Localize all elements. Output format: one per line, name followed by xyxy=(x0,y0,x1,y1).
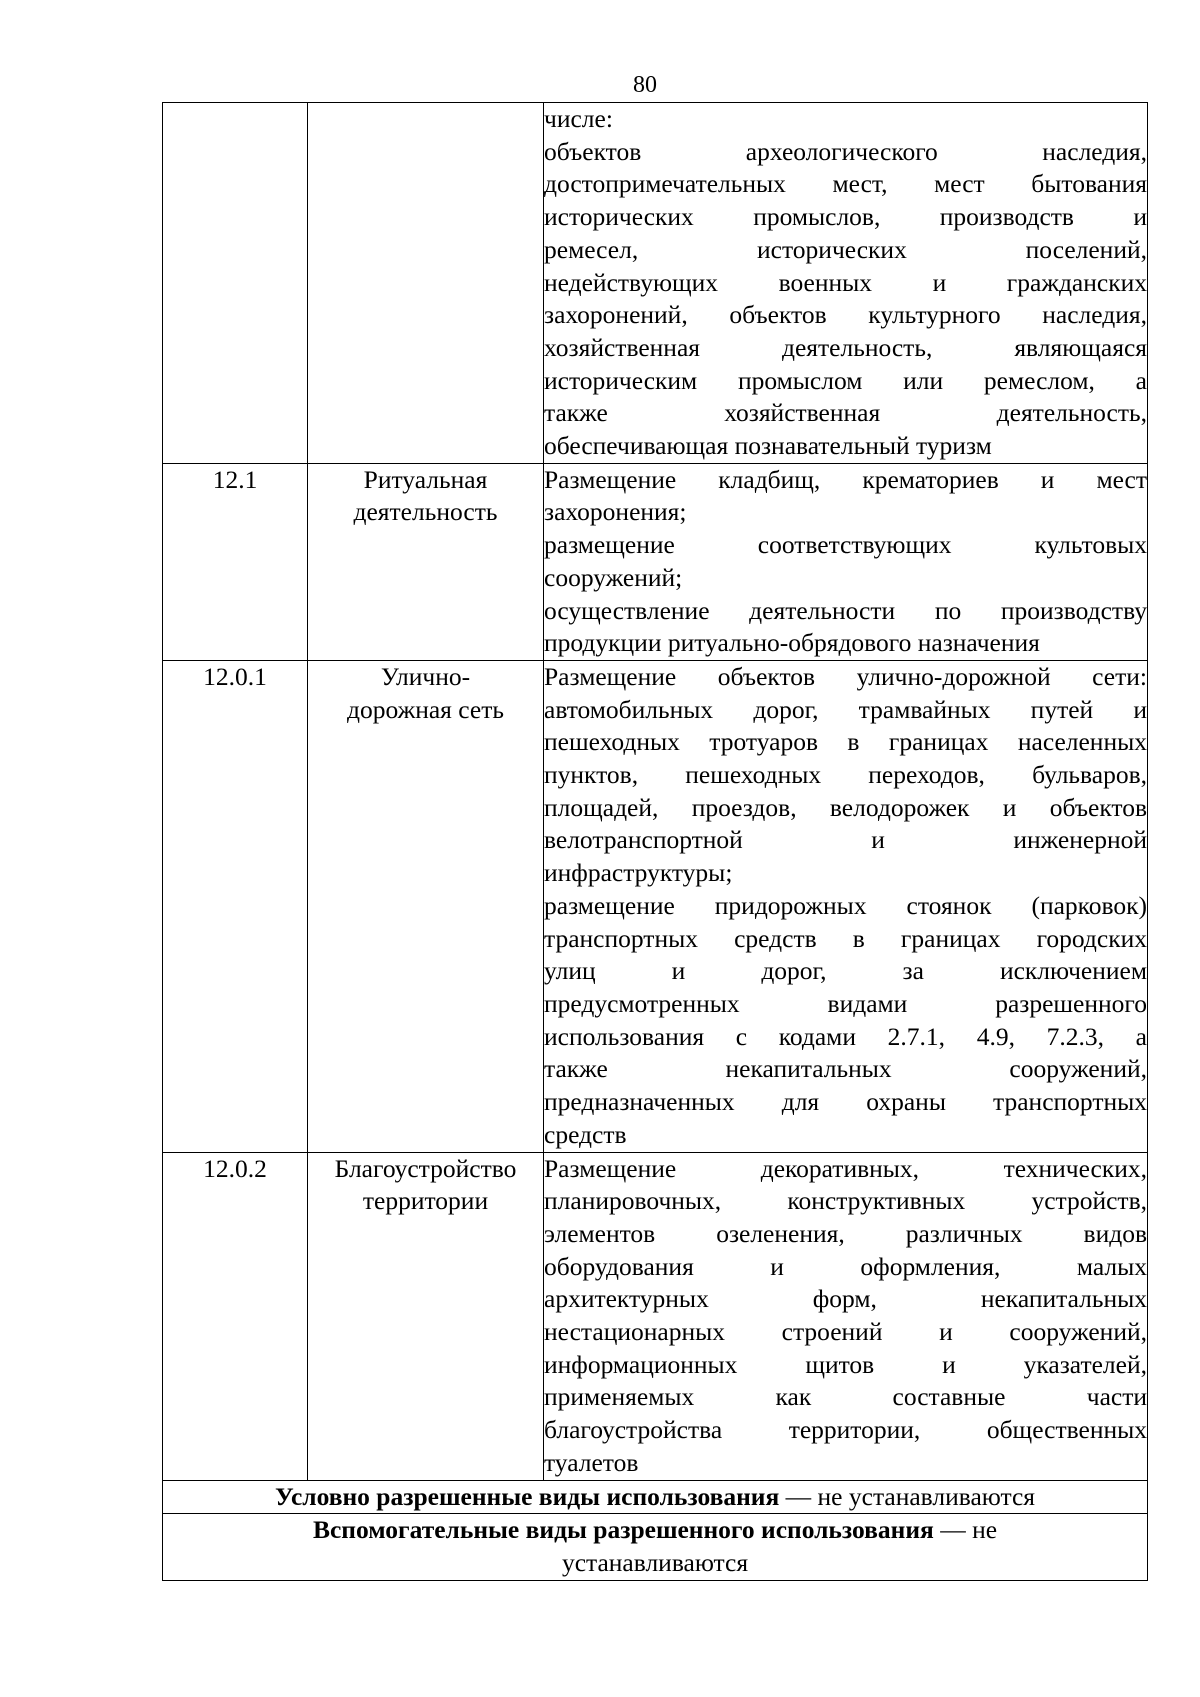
description-line: числе: xyxy=(544,104,613,133)
description-line: ремесел, исторических поселений, xyxy=(544,234,1147,264)
conditional-uses-cell xyxy=(163,1480,1148,1514)
use-description-cell xyxy=(544,463,1148,660)
use-description-cell xyxy=(544,660,1148,1152)
description-line: обеспечивающая познавательный туризм xyxy=(544,431,992,461)
description-line: площадей, проездов, велодорожек и объектов xyxy=(544,792,1147,822)
use-code: 12.1 xyxy=(212,464,258,494)
description-line: элементов озеленения, различных видов xyxy=(544,1218,1147,1248)
table-row xyxy=(163,463,1148,660)
use-name-line: Благоустройство xyxy=(334,1153,517,1183)
description-line: продукции ритуально-обрядового назначения xyxy=(544,628,1040,658)
description-line: информационных щитов и указателей, xyxy=(544,1349,1147,1379)
table-body xyxy=(163,103,1148,1481)
use-code-cell xyxy=(163,463,308,660)
description-line: использования с кодами 2.7.1, 4.9, 7.2.3, а xyxy=(544,1021,1147,1051)
description-line: пешеходных тротуаров в границах населенных xyxy=(544,727,1147,757)
description-line: транспортных средств в границах городских xyxy=(544,923,1147,953)
use-name-cell xyxy=(308,463,544,660)
description-line: архитектурных форм, некапитальных xyxy=(544,1284,1147,1314)
description-line: захоронения; xyxy=(544,497,687,527)
description-line: историческим промыслом или ремеслом, а xyxy=(544,365,1147,395)
auxiliary-uses-row xyxy=(163,1514,1148,1580)
auxiliary-uses-status: — не xyxy=(933,1515,998,1545)
use-code-cell xyxy=(163,1152,308,1480)
description-line: хозяйственная деятельность, являющаяся xyxy=(544,332,1147,362)
land-use-table xyxy=(162,102,1148,1581)
description-line: недействующих военных и гражданских xyxy=(544,267,1147,297)
use-code-cell xyxy=(163,660,308,1152)
description-line: средств xyxy=(544,1119,627,1149)
use-name-line: Ритуальная xyxy=(363,464,488,494)
table-row xyxy=(163,660,1148,1152)
use-name-line: дорожная сеть xyxy=(347,694,504,724)
description-line: Размещение объектов улично-дорожной сети: xyxy=(544,661,1147,691)
description-line: также некапитальных сооружений, xyxy=(544,1054,1147,1084)
use-description-cell xyxy=(544,1152,1148,1480)
description-line: Размещение декоративных, технических, xyxy=(544,1153,1147,1183)
use-name-line: деятельность xyxy=(353,497,498,527)
description-line: планировочных, конструктивных устройств, xyxy=(544,1186,1147,1216)
description-line: предназначенных для охраны транспортных xyxy=(544,1087,1147,1117)
description-line: нестационарных строений и сооружений, xyxy=(544,1317,1147,1347)
auxiliary-uses-heading: Вспомогательные виды разрешенного использования xyxy=(312,1515,934,1545)
description-line: достопримечательных мест, мест бытования xyxy=(544,169,1147,199)
auxiliary-uses-cell xyxy=(163,1514,1148,1580)
description-line: велотранспортной и инженерной xyxy=(544,825,1147,855)
description-line: оборудования и оформления, малых xyxy=(544,1251,1147,1281)
description-line: сооружений; xyxy=(544,562,683,592)
use-name-line: территории xyxy=(362,1186,489,1216)
description-line: размещение придорожных стоянок (парковок) xyxy=(544,890,1147,920)
use-code-cell xyxy=(163,103,308,464)
use-code: 12.0.2 xyxy=(203,1153,267,1183)
use-code: 12.0.1 xyxy=(203,661,267,691)
conditional-uses-row xyxy=(163,1480,1148,1514)
page-number: 80 xyxy=(633,72,657,98)
description-line: исторических промыслов, производств и xyxy=(544,202,1147,232)
description-line: Размещение кладбищ, крематориев и мест xyxy=(544,464,1147,494)
description-line: осуществление деятельности по производству xyxy=(544,595,1147,625)
description-line: захоронений, объектов культурного наследия, xyxy=(544,300,1147,330)
use-name-cell xyxy=(308,660,544,1152)
description-line: благоустройства территории, общественных xyxy=(544,1415,1147,1445)
use-description-cell xyxy=(544,103,1148,464)
conditional-uses-heading: Условно разрешенные виды использования xyxy=(275,1481,780,1511)
table-row xyxy=(163,103,1148,464)
description-line: улиц и дорог, за исключением xyxy=(544,956,1147,986)
use-name-cell xyxy=(308,103,544,464)
use-name-cell xyxy=(308,1152,544,1480)
description-line: объектов археологического наследия, xyxy=(544,136,1147,166)
auxiliary-uses-status-cont: устанавливаются xyxy=(561,1547,749,1577)
description-line: также хозяйственная деятельность, xyxy=(544,398,1147,428)
description-line: пунктов, пешеходных переходов, бульваров, xyxy=(544,760,1147,790)
conditional-uses-status: — не устанавливаются xyxy=(779,1481,1035,1511)
description-line: туалетов xyxy=(544,1447,639,1477)
table-row xyxy=(163,1152,1148,1480)
description-line: автомобильных дорог, трамвайных путей и xyxy=(544,694,1147,724)
use-name-line: Улично- xyxy=(380,661,471,691)
description-line: предусмотренных видами разрешенного xyxy=(544,988,1147,1018)
description-line: инфраструктуры; xyxy=(544,858,733,888)
description-line: размещение соответствующих культовых xyxy=(544,530,1147,560)
description-line: применяемых как составные части xyxy=(544,1382,1147,1412)
